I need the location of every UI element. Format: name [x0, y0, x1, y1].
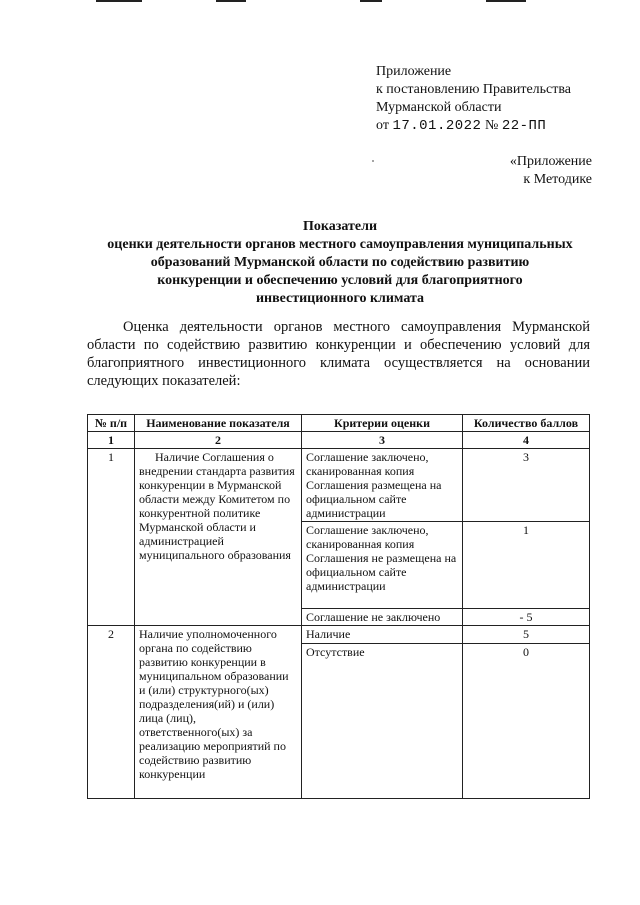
score: 1 — [463, 522, 590, 609]
appendix-line2: к постановлению Правительства — [376, 82, 572, 97]
document-number: 22-ПП — [501, 118, 547, 134]
header-number: № п/п — [88, 415, 135, 432]
indicator-name — [135, 449, 302, 626]
column-number-row — [88, 432, 590, 449]
criterion: Отсутствие — [302, 644, 463, 799]
row-number: 2 — [88, 626, 135, 799]
table-header-row — [88, 415, 590, 432]
title-line3: образований Мурманской области по содействию развитию — [150, 255, 530, 270]
score: 3 — [463, 449, 590, 522]
appendix-date-line — [376, 117, 571, 135]
scan-dot — [372, 160, 374, 162]
appendix-header — [376, 63, 571, 135]
methodology-appendix-line2: к Методике — [523, 172, 592, 187]
document-title — [70, 218, 610, 308]
score: 0 — [463, 644, 590, 799]
title-line4: конкуренции и обеспечению условий для благоприятного — [157, 273, 523, 288]
indicator-name: Наличие уполномоченного органа по содействию развитию конкуренции в муниципальном образовании и (или) структурного(ых) подразделения(ий) и (или) лица (лиц), ответственного(ых) за реализацию мероприятий по содействию развитию конкуренции — [135, 626, 302, 799]
appendix-line3: Мурманской области — [376, 100, 502, 115]
appendix-line1: Приложение — [376, 64, 452, 79]
criterion: Соглашение заключено, сканированная копия Соглашения не размещена на официальном сайте администрации — [302, 522, 463, 609]
methodology-appendix-line1: «Приложение — [509, 154, 592, 169]
table-row — [88, 449, 590, 522]
column-number: 1 — [88, 432, 135, 449]
criterion: Соглашение заключено, сканированная копия Соглашения размещена на официальном сайте администрации — [302, 449, 463, 522]
indicators-table — [87, 414, 590, 799]
score: 5 — [463, 626, 590, 644]
title-line2: оценки деятельности органов местного самоуправления муниципальных — [107, 237, 573, 252]
table-row — [88, 626, 590, 644]
document-date: 17.01.2022 — [392, 118, 482, 134]
top-scan-marks — [0, 0, 640, 4]
intro-paragraph — [87, 318, 590, 390]
intro-text: Оценка деятельности органов местного самоуправления Мурманской области по содействию развитию конкуренции и обеспечению условий для благоприятного инвестиционного климата осуществляется на основании следующих показателей: — [87, 319, 590, 389]
column-number: 3 — [302, 432, 463, 449]
header-criteria: Критерии оценки — [302, 415, 463, 432]
number-prefix: № — [484, 118, 499, 133]
criterion: Соглашение не заключено — [302, 609, 463, 626]
header-indicator: Наименование показателя — [135, 415, 302, 432]
indicator-text: Наличие Соглашения о внедрении стандарта развития конкуренции в Мурманской области между Комитетом по конкурентной политике Мурманской области и администрацией муниципального образования — [139, 450, 295, 562]
methodology-appendix-header — [510, 153, 592, 189]
criterion: Наличие — [302, 626, 463, 644]
date-prefix: от — [376, 118, 389, 133]
row-number: 1 — [88, 449, 135, 626]
column-number: 2 — [135, 432, 302, 449]
score: - 5 — [463, 609, 590, 626]
title-line1: Показатели — [302, 219, 378, 234]
header-score: Количество баллов — [463, 415, 590, 432]
column-number: 4 — [463, 432, 590, 449]
title-line5: инвестиционного климата — [255, 291, 425, 306]
